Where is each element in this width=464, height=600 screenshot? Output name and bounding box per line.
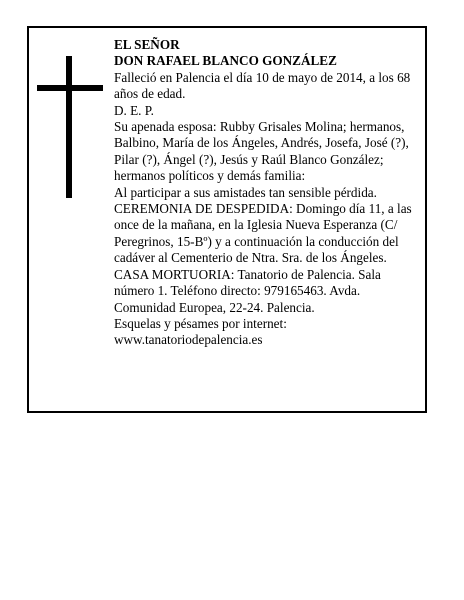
website-link[interactable]: www.tanatoriodepalencia.es (114, 332, 263, 348)
ceremony-info: CEREMONIA DE DESPEDIDA: Domingo día 11, a las once de la mañana, en la Iglesia Nueva Esperanza (C/ Peregrinos, 15-Bº) y a continuación la conducción del cadáver al Cementerio de Ntra. Sra. de los Ángeles. (114, 201, 412, 266)
family-list: Su apenada esposa: Rubby Grisales Molina; hermanos, Balbino, María de los Ángeles, Andrés, Josefa, José (?), Pilar (?), Ángel (?), Jesús y Raúl Blanco González; hermanos políticos y demás familia: (114, 119, 409, 184)
cross-icon (37, 56, 103, 198)
death-info: Falleció en Palencia el día 10 de mayo de 2014, a los 68 años de edad. (114, 69, 411, 102)
announcement: Al participar a sus amistades tan sensible pérdida. (114, 184, 377, 200)
notice-heading-title: EL SEÑOR (114, 37, 180, 52)
notice-text (114, 37, 424, 349)
funeral-home-info: CASA MORTUORIA: Tanatorio de Palencia. Sala número 1. Teléfono directo: 979165463. Avda. Comunidad Europea, 22-24. Palencia. (114, 266, 381, 315)
cross-horizontal-bar (37, 85, 103, 91)
cross-vertical-bar (66, 56, 72, 198)
condolences-label: Esquelas y pésames por internet: (114, 315, 287, 331)
rest-in-peace: D. E. P. (114, 102, 154, 118)
deceased-name: DON RAFAEL BLANCO GONZÁLEZ (114, 53, 337, 69)
